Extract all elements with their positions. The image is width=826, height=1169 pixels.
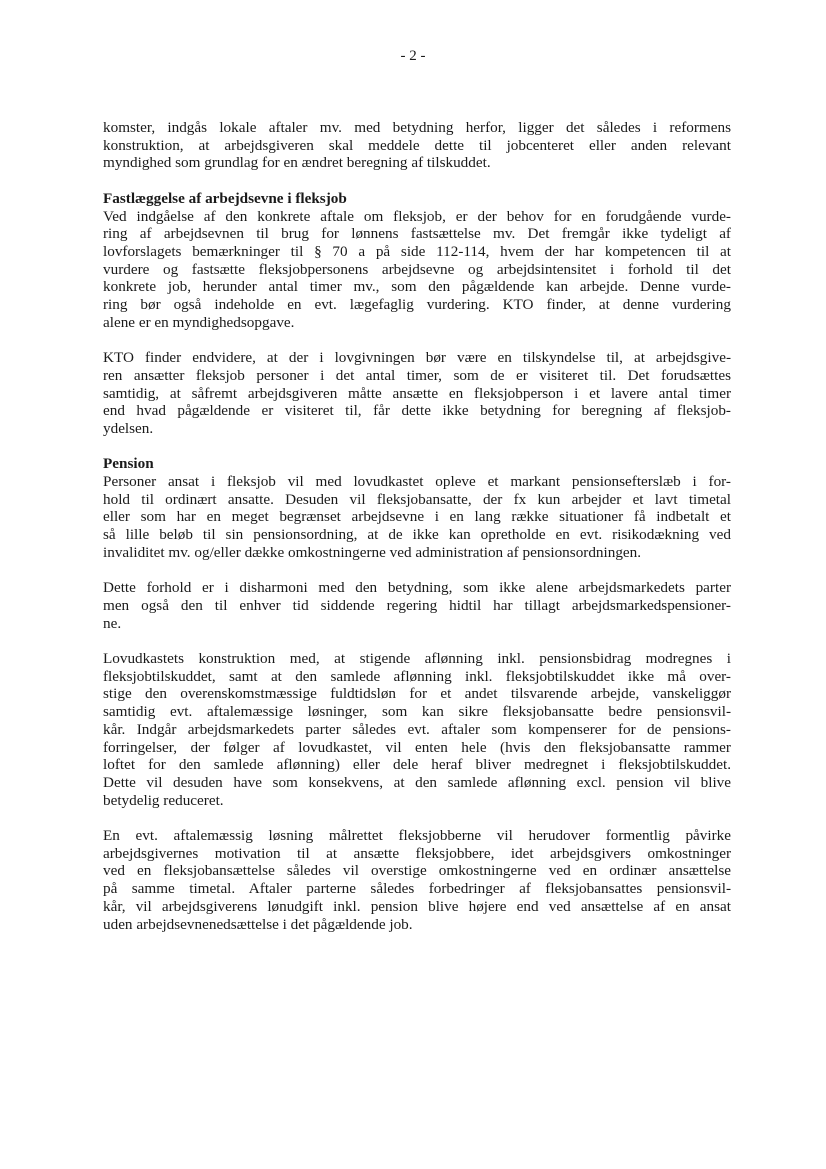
text-line: samtidig evt. aftalemæssige løsninger, som kan sikre fleksjobansatte bedre pensionsvil- bbox=[103, 703, 731, 721]
text-line: kår, vil arbejdsgiverens lønudgift inkl. pension blive højere end ved ansættelse af en ansat bbox=[103, 897, 731, 915]
text-line: eller som har en meget begrænset arbejdsevne i en lang række situationer få indbetalt et bbox=[103, 508, 731, 526]
paragraph bbox=[103, 119, 731, 172]
text-line: betydelig reduceret. bbox=[103, 791, 224, 809]
text-line: uden arbejdsevnenedsættelse i det pågældende job. bbox=[103, 915, 413, 933]
paragraph bbox=[103, 650, 731, 809]
paragraph bbox=[103, 349, 731, 438]
section-paragraph bbox=[103, 455, 731, 561]
text-line: ved en fleksjobansættelse således vil overstige omkostningerne ved en ordinær ansættelse bbox=[103, 862, 731, 880]
section-heading: Fastlæggelse af arbejdsevne i fleksjob bbox=[103, 189, 347, 207]
text-line: kår. Indgår arbejdsmarkedets parter således evt. aftaler som kompenserer for de pensions- bbox=[103, 720, 731, 738]
text-line: invaliditet mv. og/eller dække omkostningerne ved administration af pensionsordningen. bbox=[103, 543, 642, 561]
section-paragraph bbox=[103, 190, 731, 332]
text-line: ring bør også indeholde en evt. lægefaglig vurdering. KTO finder, at denne vurdering bbox=[103, 296, 731, 314]
text-line: loftet for den samlede aflønning) eller dele heraf bliver medregnet i fleksjobtilskuddet. bbox=[103, 756, 731, 774]
text-line: end hvad pågældende er visiteret til, får dette ikke betydning for beregning af fleksjob- bbox=[103, 402, 731, 420]
text-line: så lille beløb til sin pensionsordning, at de ikke kan opretholde en evt. risikodækning ved bbox=[103, 526, 731, 544]
document-body bbox=[103, 119, 731, 933]
text-line: ring af arbejdsevnen til brug for lønnens fastsættelse mv. Det fremgår ikke tydeligt af bbox=[103, 225, 731, 243]
paragraph bbox=[103, 827, 731, 933]
text-line: hold til ordinært ansatte. Desuden vil fleksjobansatte, der fx kun arbejder et lavt timetal bbox=[103, 490, 731, 508]
text-line: komster, indgås lokale aftaler mv. med betydning herfor, ligger det således i reformens bbox=[103, 119, 731, 136]
text-line: En evt. aftalemæssig løsning målrettet fleksjobberne vil herudover formentlig påvirke bbox=[103, 827, 731, 845]
text-line: ydelsen. bbox=[103, 419, 154, 437]
text-line: alene er en myndighedsopgave. bbox=[103, 313, 295, 331]
text-line: Ved indgåelse af den konkrete aftale om fleksjob, er der behov for en forudgående vurde- bbox=[103, 207, 731, 225]
text-line: konkrete job, herunder antal timer mv., som den pågældende kan arbejde. Denne vurde- bbox=[103, 278, 731, 296]
paragraph bbox=[103, 579, 731, 632]
section-heading: Pension bbox=[103, 455, 154, 473]
text-line: myndighed som grundlag for en ændret beregning af tilskuddet. bbox=[103, 154, 491, 172]
text-line: på samme timetal. Aftaler parterne således forbedringer af fleksjobansattes pensionsvil- bbox=[103, 880, 731, 898]
text-line: ne. bbox=[103, 614, 122, 632]
text-line: konstruktion, at arbejdsgiveren skal meddele dette til jobcenteret eller anden relevant bbox=[103, 136, 731, 154]
text-line: vurdere og fastsætte fleksjobpersonens arbejdsevne og arbejdsintensitet i forhold til det bbox=[103, 260, 731, 278]
text-line: lovforslagets bemærkninger til § 70 a på side 112-114, hvem der har kompetencen til at bbox=[103, 242, 731, 260]
text-line: ren ansætter fleksjob personer i det antal timer, som de er visiteret til. Det forudsættes bbox=[103, 366, 731, 384]
text-line: samtidig, at såfremt arbejdsgiveren måtte ansætte en fleksjobperson i et lavere antal timer bbox=[103, 384, 731, 402]
text-line: Dette vil desuden have som konsekvens, at den samlede aflønning excl. pension vil blive bbox=[103, 773, 731, 791]
text-line: men også den til enhver tid siddende regering hidtil har tillagt arbejdsmarkedspensioner- bbox=[103, 596, 731, 614]
text-line: Lovudkastets konstruktion med, at stigende aflønning inkl. pensionsbidrag modregnes i bbox=[103, 650, 731, 668]
page-number: - 2 - bbox=[400, 48, 426, 64]
text-line: arbejdsgivernes motivation til at ansætte fleksjobbere, idet arbejdsgivers omkostninger bbox=[103, 844, 731, 862]
text-line: KTO finder endvidere, at der i lovgivningen bør være en tilskyndelse til, at arbejdsgive- bbox=[103, 349, 731, 367]
text-line: Personer ansat i fleksjob vil med lovudkastet opleve et markant pensionsefterslæb i for- bbox=[103, 473, 731, 491]
text-line: Dette forhold er i disharmoni med den betydning, som ikke alene arbejdsmarkedets parter bbox=[103, 579, 731, 597]
text-line: fleksjobtilskuddet, samt at den samlede aflønning inkl. fleksjobtilskuddet ikke må over- bbox=[103, 667, 731, 685]
text-line: forringelser, der følger af lovudkastet, vil enten hele (hvis den fleksjobansatte rammer bbox=[103, 738, 731, 756]
text-line: stige den overenskomstmæssige fuldtidsløn for et andet tilsvarende arbejde, vanskeliggør bbox=[103, 685, 731, 703]
